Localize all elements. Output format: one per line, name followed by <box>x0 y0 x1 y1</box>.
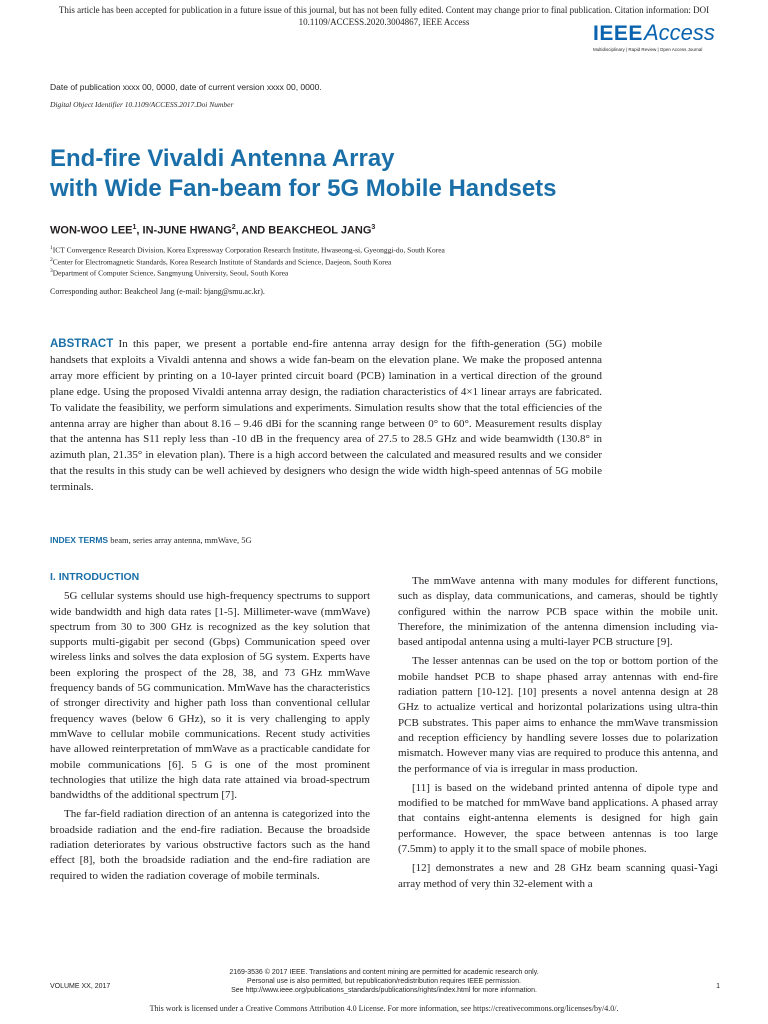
paragraph: The lesser antennas can be used on the top or bottom portion of the mobile handset PCB to shape phased array antennas with end-fire radiation pattern [10-12]. [10] presents a novel antenna design at 28 GHz to actualize vertical and horizontal polarizations using ultra-thin PCB substrates. This paper aims to enhance the mmWave transmission and reception efficiency by handling severe losses due to polarization mismatch. However many vias are required to produce this antenna, and the performance of via is irregular in mass production. <box>398 655 718 775</box>
affiliation-3 <box>50 266 288 279</box>
affiliation-1-text: ICT Convergence Research Division, Korea Expressway Corporation Research Institute, Hwaseong-si, Gyeonggi-do, South Korea <box>52 245 445 255</box>
affiliation-2-text: Center for Electromagnetic Standards, Korea Research Institute of Standards and Science, Daejeon, South Korea <box>52 257 392 267</box>
affiliation-1 <box>50 243 445 256</box>
author-3-sup: 3 <box>371 224 376 231</box>
author-and: AND <box>241 224 266 237</box>
license-notice: This work is licensed under a Creative Commons Attribution 4.0 License. For more information, see https://creativecommons.org/licenses/by/4.0/. <box>149 1004 619 1013</box>
copyright-line-2: Personal use is also permitted, but republication/redistribution requires IEEE permission. <box>247 978 521 985</box>
doi-line: Digital Object Identifier 10.1109/ACCESS.2017.Doi Number <box>50 100 234 109</box>
copyright-notice <box>200 968 568 995</box>
logo-ieee-text: IEEE <box>593 22 643 45</box>
paragraph: The far-field radiation direction of an antenna is categorized into the broadside radiation and the end-fire radiation. Because the broadside radiation deteriorates by various obstructive factors such as the hand effect [8], both the broadside radiation and the end-fire radiation are required to widen the radiation coverage of mobile terminals. <box>50 808 370 882</box>
section-heading-introduction: I. INTRODUCTION <box>50 571 140 583</box>
copyright-line-1: 2169-3536 © 2017 IEEE. Translations and content mining are permitted for academic research only. <box>229 969 539 976</box>
abstract <box>50 337 602 496</box>
affiliation-1-sup: 1 <box>50 245 53 251</box>
paragraph: The mmWave antenna with many modules for different functions, such as display, data communications, and cameras, should be tightly configured within the narrow PCB space within the mobile unit. Therefore, the minimization of the antenna dimension including via-based antipodal antenna using a multi-layer PCB structure [9]. <box>398 575 718 649</box>
author-1-sup: 1 <box>132 224 137 231</box>
right-column <box>398 574 718 892</box>
paragraph: [12] demonstrates a new and 28 GHz beam scanning quasi-Yagi array method of very thin 32-element with a <box>398 862 718 890</box>
paragraph: 5G cellular systems should use high-frequency spectrums to support wide bandwidth and high data rates [1-5]. Millimeter-wave (mmWave) spectrum from 30 to 300 GHz is recognized as the key solution that supports multi-gigabit per second (Gbps) Communication speed over wireless links and solves the data explosion of 5G system. Experts have been exploring the prospect of the 28, 38, and 73 GHz mmWave frequency bands of 5G communication. MmWave has the characteristics of stronger directivity and higher path loss than conventional cellular frequency waves (below 6 GHz), so it is very challenging to apply mmWave to cellular mobile communications. Recent study activities have allowed reinterpretation of mmWave as a practicable candidate for mobile communications [6]. 5 G is one of the most prominent technologies that utilize the high data rate attained via broad-spectrum bandwidths of the additional spectrum [7]. <box>50 590 370 802</box>
publication-date: Date of publication xxxx 00, 0000, date of current version xxxx 00, 0000. <box>50 82 322 92</box>
abstract-text: In this paper, we present a portable end-fire antenna array design for the fifth-generation (5G) mobile handsets that exploits a Vivaldi antenna and shows a wide fan-beam on the elevation plane. We make the proposed antenna array more efficient by printing on a 10-layer printed circuit board (PCB) lamination in a vertical direction of the ground plane edge. Using the proposed Vivaldi antenna array design, the radiation characteristics of 4×1 linear arrays are fabricated. To validate the feasibility, we perform simulations and experiments. Simulation results show that the total efficiencies of the antenna array are higher than about 8.16 – 9.46 dBi for the scanning range between 0° to 60°. Measurement results display that the antenna has S11 reply less than -10 dB in the frequency area of 27.5 to 28.5 GHz and wide beamwidth (130.8° in azimuth plan, 21.35° in elevation plan). There is a high accord between the calculated and measured results and we consider that the results in this study can be well achieved by designers who design the wide width high-speed antennas of 5G mobile terminals. <box>50 338 602 494</box>
logo-tagline: Multidisciplinary | Rapid Review | Open Access Journal <box>593 47 703 52</box>
notice-line-1: This article has been accepted for publication in a future issue of this journal, but has not been fully edited. Content may change prior to final publication. Citation information: DOI <box>58 5 710 15</box>
abstract-heading: ABSTRACT <box>50 338 114 350</box>
volume-label: VOLUME XX, 2017 <box>50 983 111 990</box>
affiliation-2-sup: 2 <box>50 257 53 263</box>
paragraph: [11] is based on the wideband printed antenna of dipole type and modified to be matched for mmWave band applications. A phased array that contains eight-antenna elements is designed for high gain performance. However, the space between antennas is too large (7.5mm) to apply it to the small space of mobile phones. <box>398 781 718 856</box>
author-1: WON-WOO LEE <box>50 224 133 237</box>
author-3: BEAKCHEOL JANG <box>268 224 372 237</box>
title-line-2: with Wide Fan-beam for 5G Mobile Handsets <box>50 175 557 202</box>
affiliation-3-sup: 3 <box>50 268 53 274</box>
page-number: 1 <box>716 983 720 990</box>
author-list: WON-WOO LEE$^1$, IN-JUNE HWANG$^2$, AND BEAKCHEOL JANG$^3$ <box>50 224 376 237</box>
paper-title <box>50 144 730 204</box>
index-terms-text: beam, series array antenna, mmWave, 5G <box>110 535 252 545</box>
index-terms <box>50 535 252 545</box>
index-terms-heading: INDEX TERMS <box>50 535 109 545</box>
copyright-line-3: See http://www.ieee.org/publications_standards/publications/rights/index.html for more information. <box>231 987 537 994</box>
author-2-sup: 2 <box>231 224 236 231</box>
logo-access-text: Access <box>644 20 715 45</box>
affiliation-3-text: Department of Computer Science, Sangmyung University, Seoul, South Korea <box>52 268 289 278</box>
left-column <box>50 570 370 884</box>
ieee-access-logo <box>593 20 733 60</box>
title-line-1: End-fire Vivaldi Antenna Array <box>50 145 395 172</box>
corresponding-author: Corresponding author: Beakcheol Jang (e-mail: bjang@smu.ac.kr). <box>50 287 265 296</box>
notice-line-2: 10.1109/ACCESS.2020.3004867, IEEE Access <box>298 17 470 27</box>
author-2: IN-JUNE HWANG <box>142 224 232 237</box>
